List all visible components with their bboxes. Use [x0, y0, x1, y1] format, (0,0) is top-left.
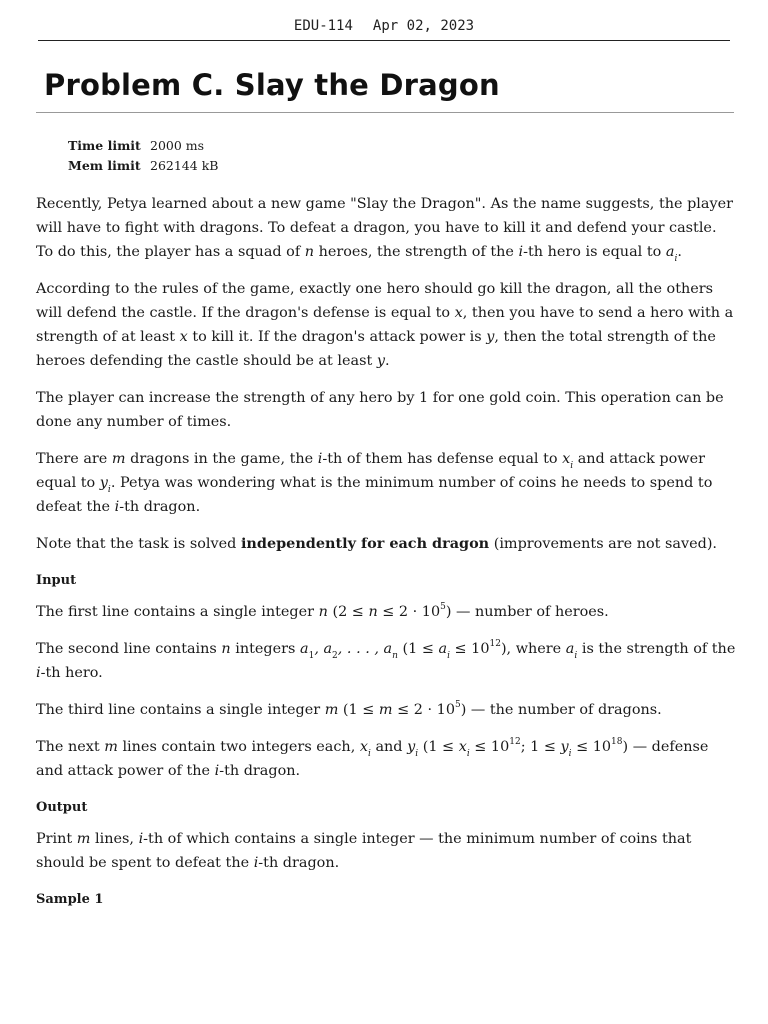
- input-line-3: The third line contains a single integer m $(1 \le m \le 2 \cdot 10^5)$ — the number of dragons.: [36, 700, 662, 718]
- statement-paragraph-1: Recently, Petya learned about a new game "Slay the Dragon". As the name suggests, the player will have to fight with dragons. To defeat a dragon, you have to kill it and defend your castle. To do this, the player has a squad of n heroes, the strength of the i-th hero is equal to $a_i$.: [36, 196, 734, 264]
- output-text: Print m lines, i-th of which contains a single integer — the minimum number of coins that should be spent to defeat the i-th dragon.: [36, 831, 692, 871]
- statement-paragraph-4: There are m dragons in the game, the i-th of them has defense equal to $x_i$ and attack power equal to $y_i$. Petya was wondering what is the minimum number of coins he needs to spend to defeat the i-th dragon.: [36, 451, 713, 515]
- problem-body: [36, 192, 736, 919]
- output-heading: Output: [36, 800, 88, 815]
- contest-date: Apr 02, 2023: [372, 18, 475, 34]
- title-rule: [36, 112, 734, 113]
- header-rule: [38, 40, 730, 41]
- statement-paragraph-3: The player can increase the strength of any hero by 1 for one gold coin. This operation can be done any number of times.: [36, 390, 724, 430]
- mem-limit-value: 262144 kB: [150, 158, 219, 173]
- time-limit-value: 2000 ms: [150, 138, 205, 153]
- contest-code: EDU-114: [293, 18, 353, 34]
- statement-paragraph-2: According to the rules of the game, exactly one hero should go kill the dragon, all the others will defend the castle. If the dragon's defense is equal to x, then you have to send a hero with a strength of at least x to kill it. If the dragon's attack power is y, then the total strength of the heroes defending the castle should be at least y.: [36, 281, 734, 369]
- mem-limit-label: Mem limit: [68, 158, 141, 173]
- input-line-2: The second line contains n integers $a_1$, $a_2$, . . . , $a_n$ $(1 \le a_i \le 10^{12})$, where $a_i$ is the strength of the i-th hero.: [36, 639, 736, 681]
- sample-heading: Sample 1: [36, 892, 104, 907]
- limits-table: [68, 136, 218, 176]
- mem-limit-row: [68, 156, 218, 176]
- statement-paragraph-5: Note that the task is solved independently for each dragon (improvements are not saved).: [36, 535, 718, 552]
- input-line-1: The first line contains a single integer n $(2 \le n \le 2 \cdot 10^5)$ — number of heroes.: [36, 602, 609, 620]
- time-limit-row: [68, 136, 218, 156]
- problem-title: Problem C. Slay the Dragon: [44, 68, 500, 102]
- input-line-4: The next m lines contain two integers each, $x_i$ and $y_i$ ($1 \le x_i \le 10^{12}$; $1 \le y_i \le 10^{18}$) — defense and attack power of the i-th dragon.: [36, 737, 709, 779]
- input-heading: Input: [36, 573, 77, 588]
- time-limit-label: Time limit: [68, 138, 141, 153]
- page-header: [38, 18, 730, 34]
